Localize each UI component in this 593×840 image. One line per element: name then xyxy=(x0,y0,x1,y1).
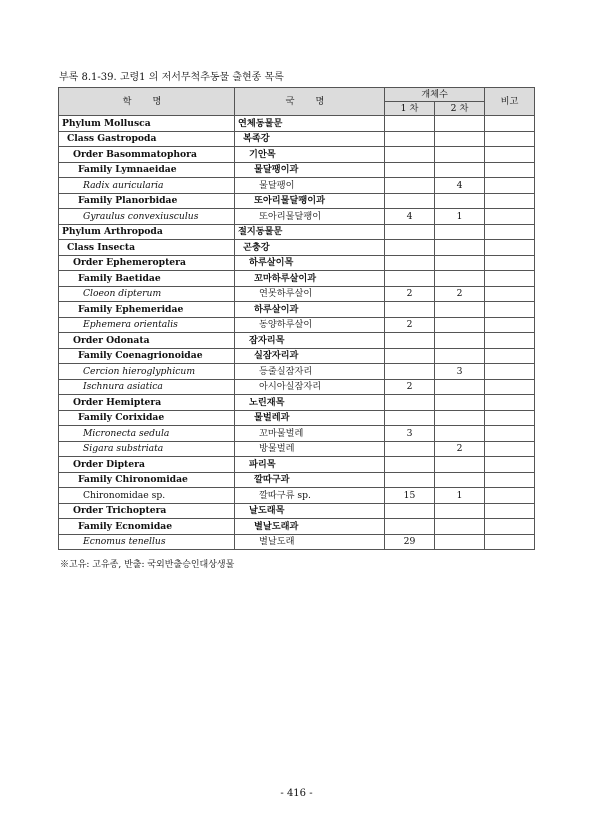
korean-name-cell: 연체동물문 xyxy=(235,116,385,132)
scientific-name-cell: Phylum Arthropoda xyxy=(59,224,235,240)
korean-name-cell: 또아리물달팽이과 xyxy=(235,193,385,209)
first-count-cell xyxy=(385,457,435,473)
table-row xyxy=(59,131,535,147)
table-row xyxy=(59,209,535,225)
remarks-cell xyxy=(485,534,535,550)
remarks-cell xyxy=(485,379,535,395)
second-count-cell: 1 xyxy=(435,209,485,225)
table-body xyxy=(59,116,535,550)
table-row xyxy=(59,255,535,271)
remarks-cell xyxy=(485,147,535,163)
scientific-name-cell: Family Planorbidae xyxy=(59,193,235,209)
korean-name-cell: 파리목 xyxy=(235,457,385,473)
remarks-cell xyxy=(485,503,535,519)
second-count-cell xyxy=(435,131,485,147)
table-row xyxy=(59,240,535,256)
scientific-name-cell: Order Diptera xyxy=(59,457,235,473)
second-count-cell xyxy=(435,317,485,333)
table-row xyxy=(59,147,535,163)
table-row xyxy=(59,441,535,457)
first-count-cell xyxy=(385,472,435,488)
second-count-cell xyxy=(435,534,485,550)
remarks-cell xyxy=(485,410,535,426)
korean-name-cell: 물벌레과 xyxy=(235,410,385,426)
second-count-cell xyxy=(435,224,485,240)
second-count-cell xyxy=(435,193,485,209)
remarks-cell xyxy=(485,193,535,209)
remarks-cell xyxy=(485,271,535,287)
scientific-name-cell: Ephemera orientalis xyxy=(59,317,235,333)
remarks-cell xyxy=(485,488,535,504)
table-row xyxy=(59,488,535,504)
korean-name-cell: 별날도래 xyxy=(235,534,385,550)
second-count-cell: 3 xyxy=(435,364,485,380)
table-row xyxy=(59,379,535,395)
second-count-cell xyxy=(435,302,485,318)
second-count-cell: 2 xyxy=(435,441,485,457)
korean-name-cell: 곤충강 xyxy=(235,240,385,256)
table-row xyxy=(59,395,535,411)
first-count-cell: 2 xyxy=(385,379,435,395)
remarks-cell xyxy=(485,162,535,178)
second-count-cell xyxy=(435,162,485,178)
table-row xyxy=(59,410,535,426)
first-count-cell xyxy=(385,131,435,147)
second-count-cell: 4 xyxy=(435,178,485,194)
table-row xyxy=(59,503,535,519)
scientific-name-cell: Gyraulus convexiusculus xyxy=(59,209,235,225)
scientific-name-cell: Order Ephemeroptera xyxy=(59,255,235,271)
header-remarks: 비고 xyxy=(485,88,535,116)
scientific-name-cell: Micronecta sedula xyxy=(59,426,235,442)
table-row xyxy=(59,472,535,488)
second-count-cell xyxy=(435,271,485,287)
korean-name-cell: 별날도래과 xyxy=(235,519,385,535)
first-count-cell xyxy=(385,162,435,178)
scientific-name-cell: Family Coenagrionoidae xyxy=(59,348,235,364)
scientific-name-cell: Family Corixidae xyxy=(59,410,235,426)
table-row xyxy=(59,317,535,333)
second-count-cell xyxy=(435,255,485,271)
second-count-cell xyxy=(435,333,485,349)
species-table xyxy=(58,87,535,550)
korean-name-cell: 깔따구과 xyxy=(235,472,385,488)
first-count-cell xyxy=(385,302,435,318)
korean-name-cell: 기안목 xyxy=(235,147,385,163)
scientific-name-cell: Sigara substriata xyxy=(59,441,235,457)
remarks-cell xyxy=(485,116,535,132)
first-count-cell xyxy=(385,503,435,519)
page-number: - 416 - xyxy=(280,788,313,799)
remarks-cell xyxy=(485,395,535,411)
scientific-name-cell: Chironomidae sp. xyxy=(59,488,235,504)
second-count-cell xyxy=(435,519,485,535)
header-row-1 xyxy=(59,88,535,102)
header-scientific-name: 학 명 xyxy=(59,88,235,116)
korean-name-cell: 꼬마물벌레 xyxy=(235,426,385,442)
scientific-name-cell: Family Baetidae xyxy=(59,271,235,287)
korean-name-cell: 아시아실잠자리 xyxy=(235,379,385,395)
korean-name-cell: 날도래목 xyxy=(235,503,385,519)
remarks-cell xyxy=(485,333,535,349)
first-count-cell xyxy=(385,441,435,457)
first-count-cell xyxy=(385,193,435,209)
footnote: ※고유: 고유종, 반출: 국외반출승인대상생물 xyxy=(60,560,235,570)
second-count-cell xyxy=(435,116,485,132)
remarks-cell xyxy=(485,240,535,256)
remarks-cell xyxy=(485,348,535,364)
second-count-cell xyxy=(435,410,485,426)
scientific-name-cell: Ischnura asiatica xyxy=(59,379,235,395)
korean-name-cell: 방물벌레 xyxy=(235,441,385,457)
header-individual-count: 개체수 xyxy=(385,88,485,102)
first-count-cell: 3 xyxy=(385,426,435,442)
second-count-cell xyxy=(435,457,485,473)
remarks-cell xyxy=(485,209,535,225)
second-count-cell xyxy=(435,240,485,256)
first-count-cell xyxy=(385,147,435,163)
korean-name-cell: 하루살이과 xyxy=(235,302,385,318)
table-row xyxy=(59,519,535,535)
korean-name-cell: 물달팽이 xyxy=(235,178,385,194)
second-count-cell: 1 xyxy=(435,488,485,504)
remarks-cell xyxy=(485,131,535,147)
table-row xyxy=(59,364,535,380)
first-count-cell: 2 xyxy=(385,317,435,333)
remarks-cell xyxy=(485,472,535,488)
scientific-name-cell: Family Ephemeridae xyxy=(59,302,235,318)
korean-name-cell: 실잠자리과 xyxy=(235,348,385,364)
table-row xyxy=(59,302,535,318)
korean-name-cell: 물달팽이과 xyxy=(235,162,385,178)
korean-name-cell: 연못하루살이 xyxy=(235,286,385,302)
first-count-cell xyxy=(385,255,435,271)
remarks-cell xyxy=(485,178,535,194)
scientific-name-cell: Class Gastropoda xyxy=(59,131,235,147)
second-count-cell xyxy=(435,395,485,411)
first-count-cell xyxy=(385,519,435,535)
scientific-name-cell: Order Trichoptera xyxy=(59,503,235,519)
first-count-cell: 29 xyxy=(385,534,435,550)
first-count-cell xyxy=(385,224,435,240)
scientific-name-cell: Family Lymnaeidae xyxy=(59,162,235,178)
second-count-cell xyxy=(435,472,485,488)
scientific-name-cell: Ecnomus tenellus xyxy=(59,534,235,550)
korean-name-cell: 노린재목 xyxy=(235,395,385,411)
table-row xyxy=(59,534,535,550)
table-row xyxy=(59,426,535,442)
first-count-cell xyxy=(385,395,435,411)
table-row xyxy=(59,271,535,287)
header-korean-name: 국 명 xyxy=(235,88,385,116)
first-count-cell xyxy=(385,333,435,349)
scientific-name-cell: Family Chironomidae xyxy=(59,472,235,488)
table-row xyxy=(59,348,535,364)
scientific-name-cell: Radix auricularia xyxy=(59,178,235,194)
table-row xyxy=(59,193,535,209)
first-count-cell: 4 xyxy=(385,209,435,225)
second-count-cell: 2 xyxy=(435,286,485,302)
remarks-cell xyxy=(485,286,535,302)
korean-name-cell: 동양하루살이 xyxy=(235,317,385,333)
second-count-cell xyxy=(435,379,485,395)
second-count-cell xyxy=(435,426,485,442)
korean-name-cell: 절지동물문 xyxy=(235,224,385,240)
scientific-name-cell: Cloeon dipterum xyxy=(59,286,235,302)
first-count-cell xyxy=(385,410,435,426)
korean-name-cell: 꼬마하루살이과 xyxy=(235,271,385,287)
scientific-name-cell: Order Hemiptera xyxy=(59,395,235,411)
table-row xyxy=(59,457,535,473)
korean-name-cell: 등줄실잠자리 xyxy=(235,364,385,380)
remarks-cell xyxy=(485,224,535,240)
first-count-cell xyxy=(385,364,435,380)
remarks-cell xyxy=(485,364,535,380)
scientific-name-cell: Phylum Mollusca xyxy=(59,116,235,132)
korean-name-cell: 또아리물달팽이 xyxy=(235,209,385,225)
table-row xyxy=(59,333,535,349)
korean-name-cell: 복족강 xyxy=(235,131,385,147)
second-count-cell xyxy=(435,503,485,519)
remarks-cell xyxy=(485,441,535,457)
remarks-cell xyxy=(485,302,535,318)
remarks-cell xyxy=(485,426,535,442)
table-row xyxy=(59,178,535,194)
scientific-name-cell: Order Odonata xyxy=(59,333,235,349)
header-first-survey: 1 차 xyxy=(385,102,435,116)
first-count-cell: 15 xyxy=(385,488,435,504)
remarks-cell xyxy=(485,519,535,535)
table-row xyxy=(59,162,535,178)
table-row xyxy=(59,286,535,302)
scientific-name-cell: Class Insecta xyxy=(59,240,235,256)
second-count-cell xyxy=(435,348,485,364)
first-count-cell xyxy=(385,178,435,194)
korean-name-cell: 깔따구류 sp. xyxy=(235,488,385,504)
header-second-survey: 2 차 xyxy=(435,102,485,116)
first-count-cell: 2 xyxy=(385,286,435,302)
first-count-cell xyxy=(385,271,435,287)
table-row xyxy=(59,224,535,240)
first-count-cell xyxy=(385,348,435,364)
table-caption: 부록 8.1-39. 고령1 의 저서무척추동물 출현종 목록 xyxy=(59,72,284,83)
scientific-name-cell: Cercion hieroglyphicum xyxy=(59,364,235,380)
scientific-name-cell: Family Ecnomidae xyxy=(59,519,235,535)
korean-name-cell: 잠자리목 xyxy=(235,333,385,349)
remarks-cell xyxy=(485,457,535,473)
first-count-cell xyxy=(385,240,435,256)
first-count-cell xyxy=(385,116,435,132)
remarks-cell xyxy=(485,255,535,271)
scientific-name-cell: Order Basommatophora xyxy=(59,147,235,163)
korean-name-cell: 하루살이목 xyxy=(235,255,385,271)
remarks-cell xyxy=(485,317,535,333)
second-count-cell xyxy=(435,147,485,163)
table-row xyxy=(59,116,535,132)
